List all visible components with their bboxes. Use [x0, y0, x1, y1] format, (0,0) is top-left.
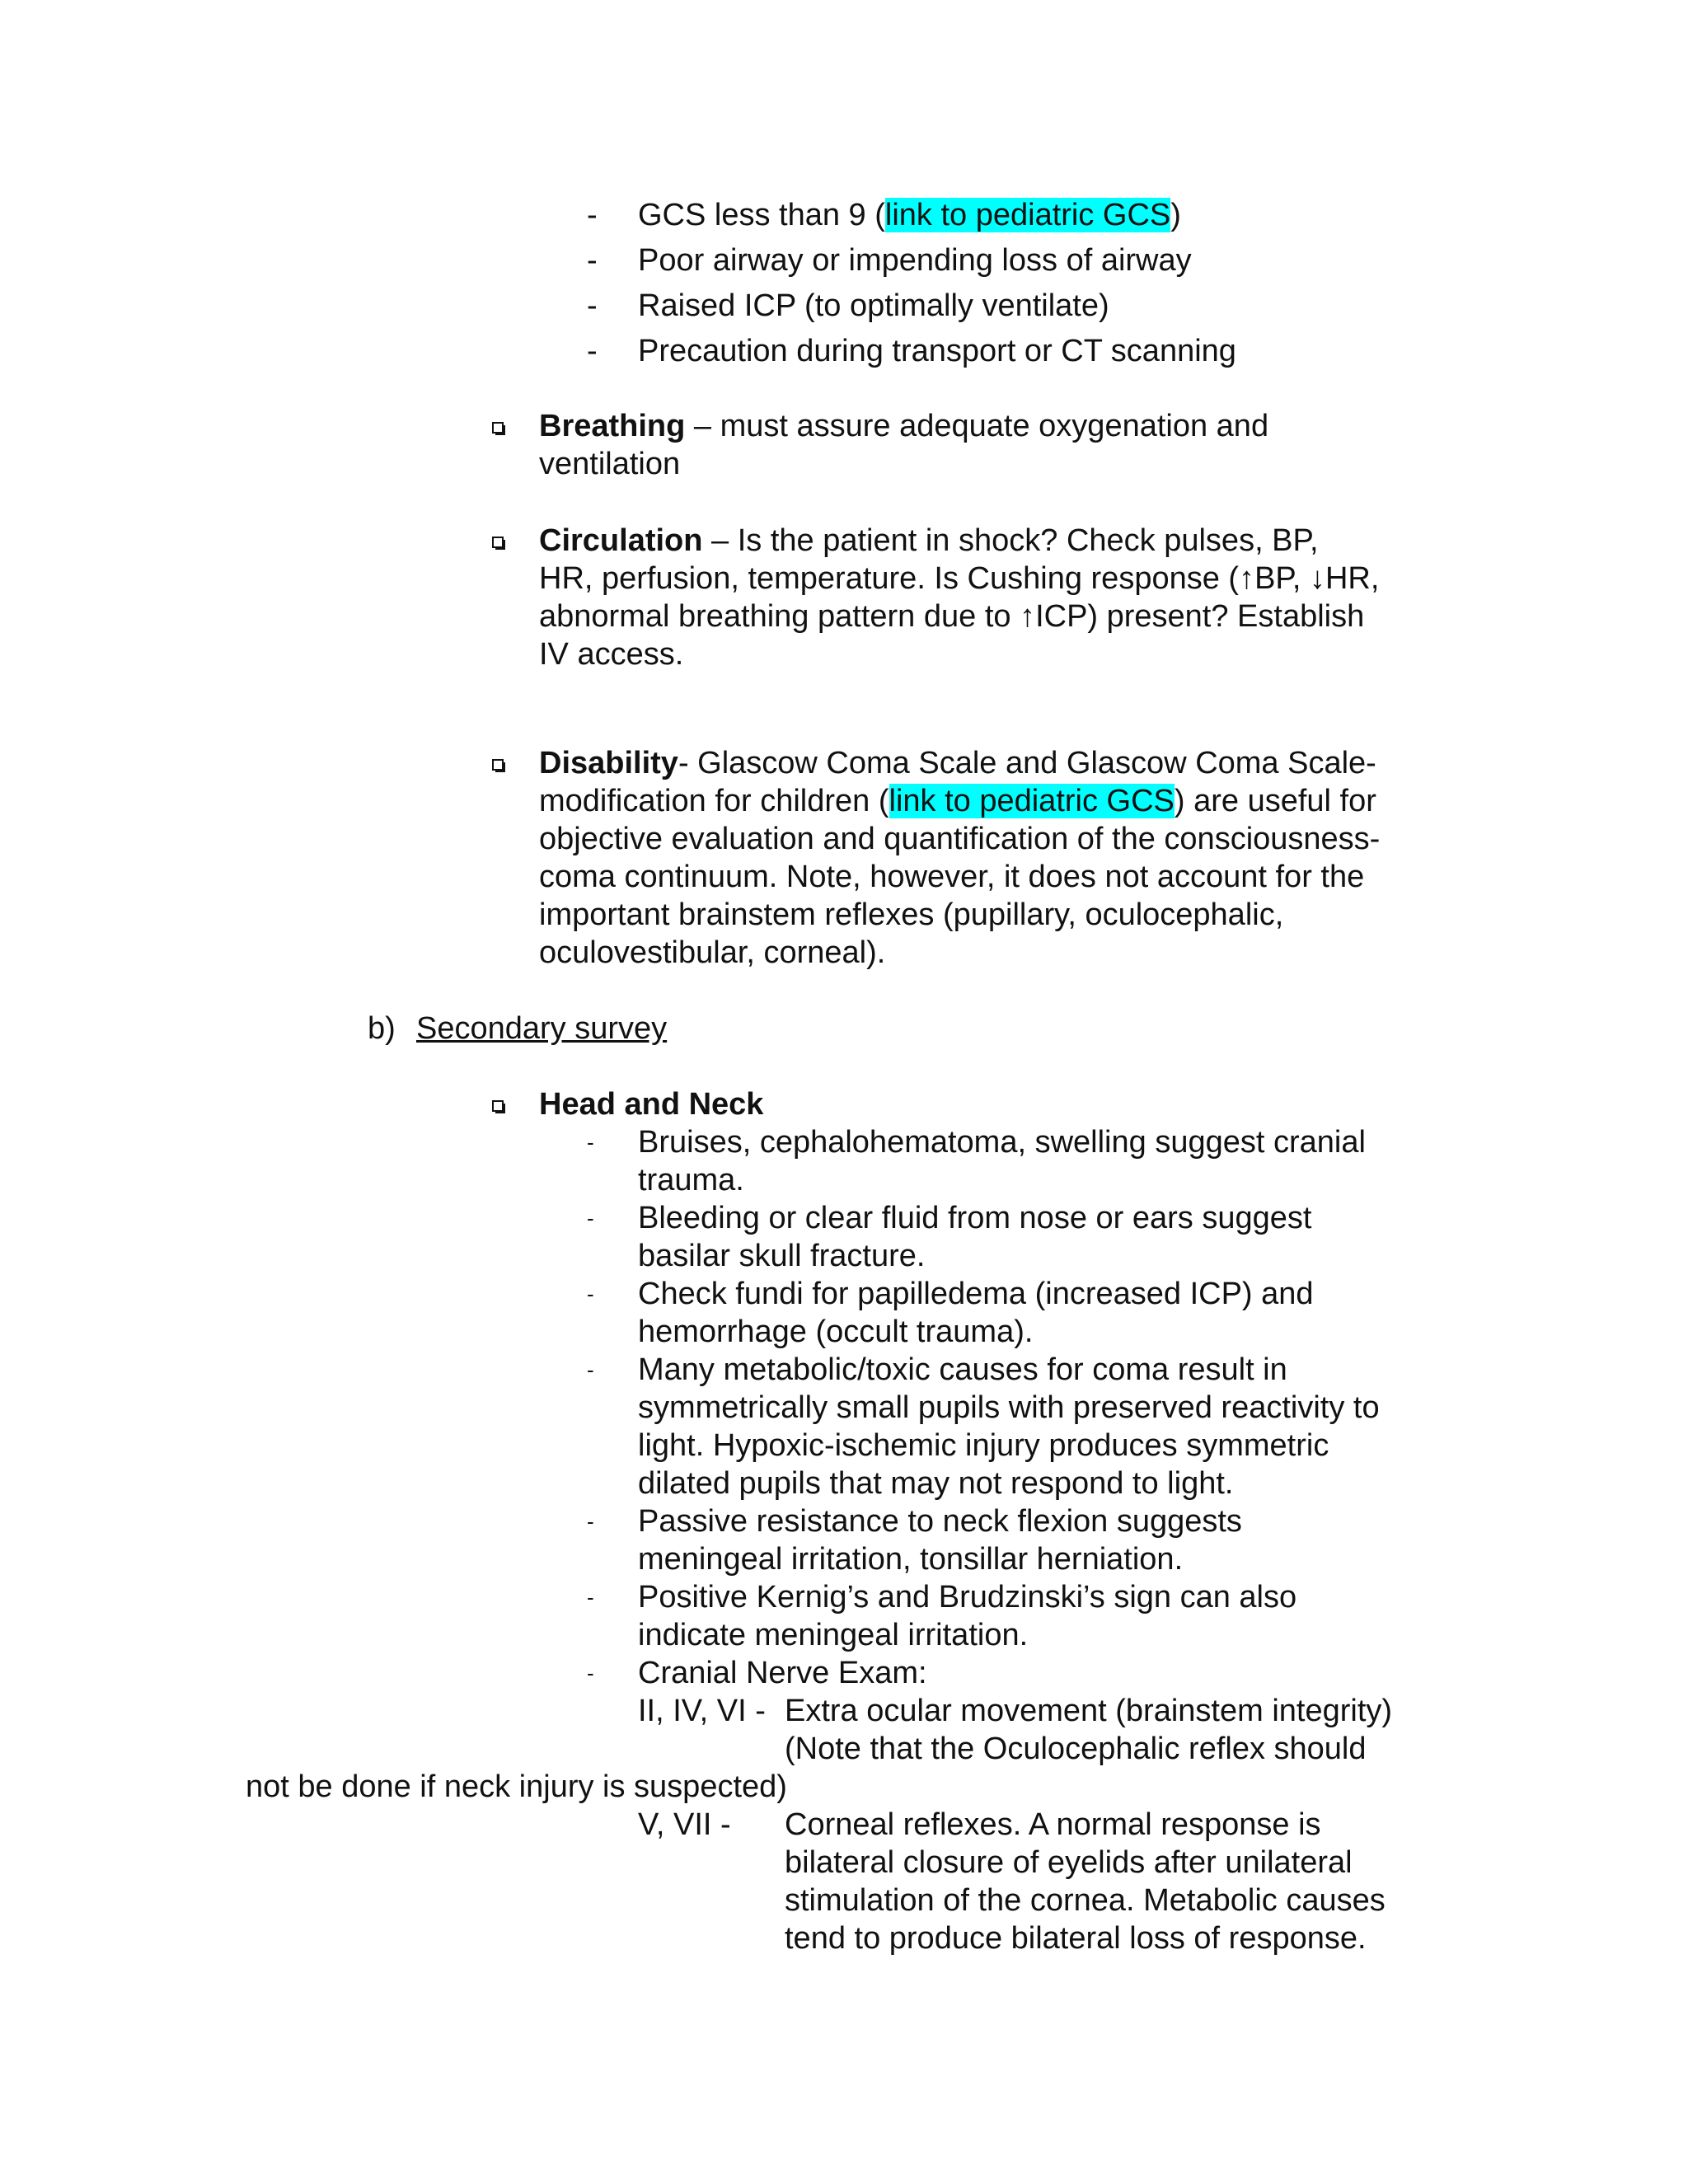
pediatric-gcs-link[interactable]: link to pediatric GCS [889, 784, 1175, 818]
breathing-title: Breathing [539, 409, 686, 443]
circulation-title: Circulation [539, 523, 703, 558]
list-item: Cranial Nerve Exam: [638, 1656, 927, 1690]
circulation-text: – Is the patient in shock? Check pulses, BP, [702, 523, 1319, 558]
head-neck-title [539, 1085, 763, 1123]
list-dash: - [587, 1357, 594, 1382]
disability-line: coma continuum. Note, however, it does not account for the [539, 860, 1365, 894]
cranial-nerve-label: V, VII - [638, 1807, 731, 1842]
cranial-nerve-text: (Note that the Oculocephalic reflex should [785, 1732, 1367, 1766]
list-item: Check fundi for papilledema (increased ICP) and [638, 1277, 1314, 1311]
list-item-cont: trauma. [638, 1163, 744, 1197]
cranial-nerve-text: bilateral closure of eyelids after unilateral [785, 1845, 1353, 1880]
list-item-cont: indicate meningeal irritation. [638, 1618, 1029, 1652]
cranial-nerve-text: stimulation of the cornea. Metabolic causes [785, 1883, 1386, 1918]
list-item: Poor airway or impending loss of airway [638, 243, 1192, 278]
list-dash: - [587, 1509, 594, 1534]
checkbox-bullet-icon [492, 537, 504, 548]
list-item: Precaution during transport or CT scanning [638, 334, 1236, 368]
list-item-text: GCS less than 9 ( [638, 198, 885, 232]
disability-line: important brainstem reflexes (pupillary, oculocephalic, [539, 898, 1284, 932]
list-item: Many metabolic/toxic causes for coma result in [638, 1352, 1287, 1387]
list-dash: - [587, 198, 598, 232]
cranial-nerve-text: not be done if neck injury is suspected) [246, 1769, 787, 1804]
list-item [638, 196, 1181, 234]
list-item: Passive resistance to neck flexion suggests [638, 1504, 1242, 1539]
list-dash: - [587, 1206, 594, 1230]
disability-line: objective evaluation and quantification of the consciousness- [539, 822, 1381, 856]
checkbox-bullet-icon [492, 759, 504, 771]
circulation-line: HR, perfusion, temperature. Is Cushing response (↑BP, ↓HR, [539, 561, 1380, 596]
cranial-nerve-text: tend to produce bilateral loss of response. [785, 1921, 1367, 1956]
list-item-text: ) [1170, 198, 1181, 232]
list-item: Bruises, cephalohematoma, swelling suggest cranial [638, 1125, 1366, 1160]
disability-text: modification for children ( [539, 784, 889, 818]
disability-line [539, 744, 1376, 782]
breathing-text: – must assure adequate oxygenation and [685, 409, 1269, 443]
disability-text: - Glascow Coma Scale and Glascow Coma Scale- [678, 746, 1376, 780]
breathing-line: ventilation [539, 447, 681, 481]
disability-title: Disability [539, 746, 678, 780]
list-item: Raised ICP (to optimally ventilate) [638, 288, 1109, 323]
pediatric-gcs-link[interactable]: link to pediatric GCS [884, 198, 1171, 232]
section-heading: Secondary survey [416, 1011, 668, 1046]
cranial-nerve-text: Extra ocular movement (brainstem integrity) [785, 1694, 1393, 1728]
cranial-nerve-text: Corneal reflexes. A normal response is [785, 1807, 1321, 1842]
list-dash: - [587, 1661, 594, 1685]
list-dash: - [587, 334, 598, 368]
list-item-cont: dilated pupils that may not respond to light. [638, 1466, 1234, 1501]
list-item-cont: hemorrhage (occult trauma). [638, 1315, 1034, 1349]
circulation-line [539, 522, 1319, 560]
list-dash: - [587, 243, 598, 278]
list-item-cont: meningeal irritation, tonsillar herniation. [638, 1542, 1184, 1577]
circulation-line: IV access. [539, 637, 684, 672]
list-item: Positive Kernig’s and Brudzinski’s sign can also [638, 1580, 1297, 1615]
disability-line: oculovestibular, corneal). [539, 935, 886, 970]
list-item-cont: symmetrically small pupils with preserved reactivity to [638, 1390, 1380, 1425]
head-neck-title-text: Head and Neck [539, 1087, 764, 1122]
list-dash: - [587, 288, 598, 323]
checkbox-bullet-icon [492, 1100, 504, 1112]
list-item: Bleeding or clear fluid from nose or ears suggest [638, 1201, 1312, 1235]
checkbox-bullet-icon [492, 422, 504, 434]
list-dash: - [587, 1585, 594, 1610]
cranial-nerve-label: II, IV, VI - [638, 1694, 766, 1728]
disability-line [539, 782, 1376, 820]
list-dash: - [587, 1130, 594, 1155]
list-item-cont: light. Hypoxic-ischemic injury produces symmetric [638, 1428, 1329, 1463]
list-dash: - [587, 1282, 594, 1306]
breathing-line [539, 407, 1268, 445]
disability-text: ) are useful for [1174, 784, 1376, 818]
section-label: b) [368, 1011, 396, 1046]
list-item-cont: basilar skull fracture. [638, 1239, 926, 1273]
circulation-line: abnormal breathing pattern due to ↑ICP) present? Establish [539, 599, 1365, 634]
